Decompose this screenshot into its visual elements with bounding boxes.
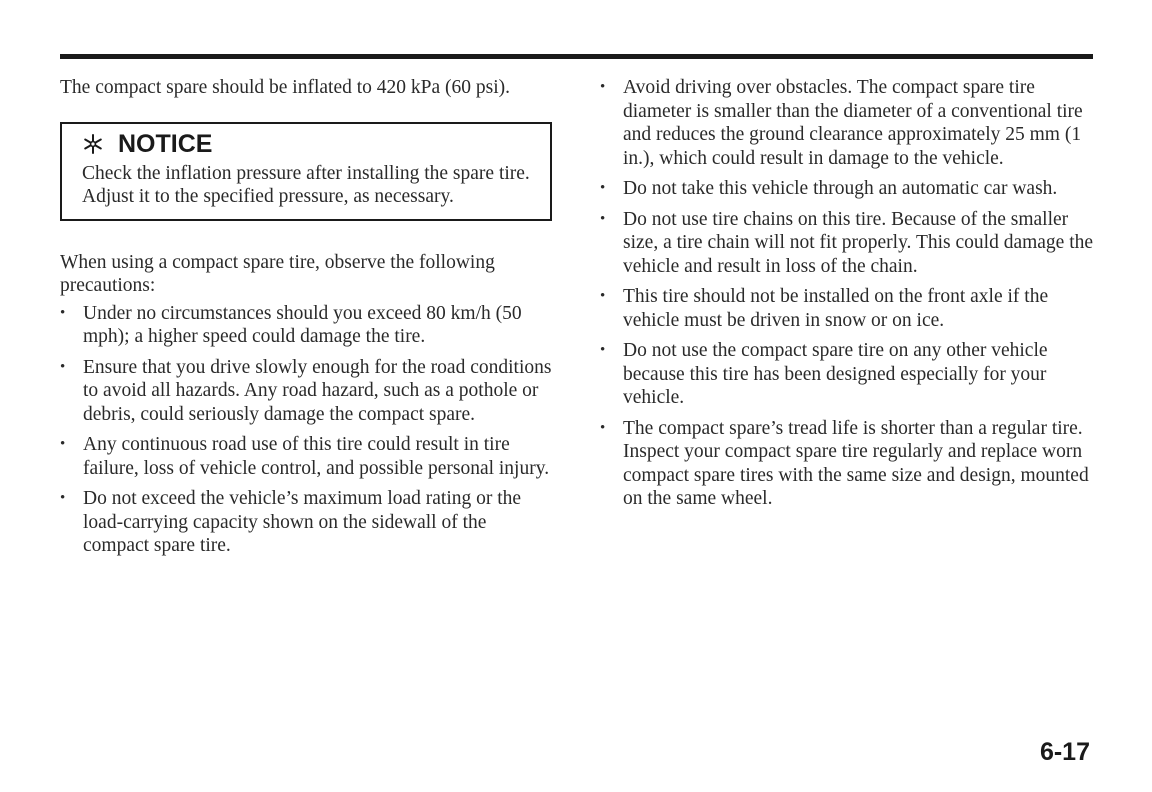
list-item: • Do not take this vehicle through an automatic car wash. — [600, 177, 1095, 201]
page-number: 6-17 — [1039, 738, 1090, 766]
list-item: • Under no circumstances should you exceed 80 km/h (50 mph); a higher speed could damage the tire. — [60, 302, 552, 349]
list-item: • Any continuous road use of this tire could result in tire failure, loss of vehicle control, and possible personal injury. — [60, 433, 552, 480]
left-column — [60, 76, 552, 565]
right-column — [600, 76, 1095, 518]
notice-header — [82, 130, 538, 158]
notice-body: Check the inflation pressure after installing the spare tire. Adjust it to the specified pressure, as necessary. — [82, 162, 530, 207]
notice-box — [60, 122, 552, 221]
list-item: • Do not use tire chains on this tire. Because of the smaller size, a tire chain will not fit properly. This could damage the vehicle and result in loss of the chain. — [600, 208, 1095, 279]
inflation-intro: The compact spare should be inflated to 420 kPa (60 psi). — [60, 77, 511, 98]
list-item: • Ensure that you drive slowly enough for the road conditions to avoid all hazards. Any road hazard, such as a pothole or debris, could seriously damage the compact spare. — [60, 356, 552, 427]
notice-title: NOTICE — [118, 129, 213, 158]
list-item: • The compact spare’s tread life is shorter than a regular tire. Inspect your compact spare tire regularly and replace worn compact spare tires with the same size and design, mounted on the same wheel. — [600, 417, 1095, 511]
list-item: • Avoid driving over obstacles. The compact spare tire diameter is smaller than the diameter of a conventional tire and reduces the ground clearance approximately 25 mm (1 in.), which could result in damage to the vehicle. — [600, 76, 1095, 170]
list-item: • Do not use the compact spare tire on any other vehicle because this tire has been designed especially for your vehicle. — [600, 339, 1095, 410]
precautions-list-right — [600, 76, 1095, 511]
precautions-lead: When using a compact spare tire, observe the following precautions: — [60, 251, 495, 296]
precautions-list-left — [60, 302, 552, 558]
asterisk-icon — [82, 133, 104, 155]
header-rule — [60, 54, 1093, 59]
list-item: • Do not exceed the vehicle’s maximum load rating or the load-carrying capacity shown on the sidewall of the compact spare tire. — [60, 487, 552, 558]
list-item: • This tire should not be installed on the front axle if the vehicle must be driven in snow or on ice. — [600, 285, 1095, 332]
